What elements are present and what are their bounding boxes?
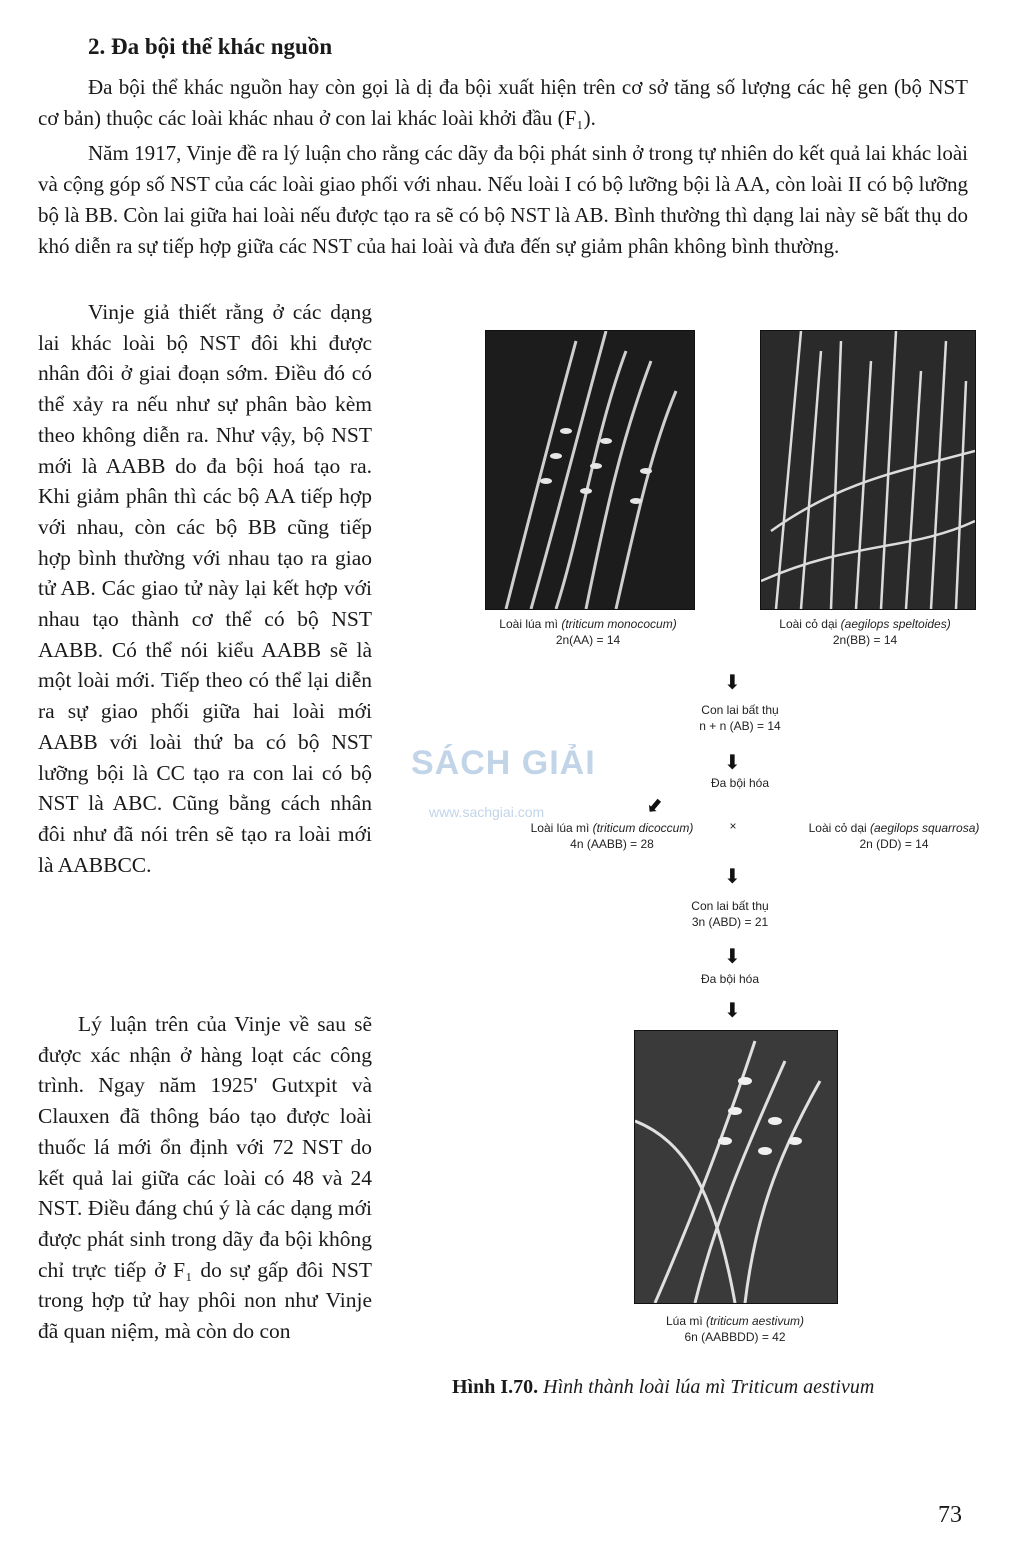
figure-caption: Hình I.70. Hình thành loài lúa mì Triticum aestivum xyxy=(452,1376,875,1398)
page-number: 73 xyxy=(938,1502,962,1528)
down-arrow-icon: ⬇ xyxy=(724,944,741,968)
species1-label: Loài lúa mì (triticum monococum) 2n(AA) = 14 xyxy=(499,617,677,647)
species3-label: Loài lúa mì (triticum dicoccum) 4n (AABB) = 28 xyxy=(530,821,694,851)
polyploidization1-label: Đa bội hóa xyxy=(710,776,770,790)
final-species-label: Lúa mì (triticum aestivum) 6n (AABBDD) = 42 xyxy=(665,1314,805,1344)
paragraph-intro: Đa bội thể khác nguồn hay còn gọi là dị đa bội xuất hiện trên cơ sở tăng số lượng các hệ gen (bộ NST cơ bản) thuộc các loài khác nhau ở con lai khác loài khởi đầu (F₁). xyxy=(38,75,968,130)
hybrid1-label: Con lai bất thụ n + n (AB) = 14 xyxy=(699,703,781,733)
paragraph-confirmation: Lý luận trên của Vinje về sau sẽ được xác nhận ở hàng loạt các công trình. Ngay năm 1925' Gutxpit và Clauxen đã thông báo tạo được loài thuốc lá mới ổn định với 72 NST do kết quả lai giữa các loài có 48 và 24 NST. Điều đáng chú ý là các dạng mới được phát sinh trong dãy đa bội không chỉ trực tiếp ở F₁ do sự gấp đôi NST trong hợp tử hay phôi non như Vinje đã quan niệm, mà còn do con xyxy=(38,1012,372,1344)
watermark-logo: SÁCH GIẢI www.sachgiai.com xyxy=(411,744,596,820)
down-arrow-icon: ⬇ xyxy=(640,791,669,821)
cross-sign: × xyxy=(729,819,737,833)
wheat-aestivum-photo xyxy=(634,1030,838,1304)
down-arrow-icon: ⬇ xyxy=(724,670,741,694)
aegilops-speltoides-photo xyxy=(760,330,976,610)
species2-label: Loài cỏ dại (aegilops speltoides) 2n(BB) = 14 xyxy=(779,617,951,647)
down-arrow-icon: ⬇ xyxy=(724,998,741,1022)
down-arrow-icon: ⬇ xyxy=(724,864,741,888)
hybrid2-label: Con lai bất thụ 3n (ABD) = 21 xyxy=(691,899,769,929)
species4-label: Loài cỏ dại (aegilops squarrosa) 2n (DD) = 14 xyxy=(808,821,980,851)
wheat-monococcum-photo xyxy=(485,330,695,610)
down-arrow-icon: ⬇ xyxy=(724,750,741,774)
paragraph-vinje-theory: Năm 1917, Vinje đề ra lý luận cho rằng các dãy đa bội phát sinh ở trong tự nhiên do kết quả lai khác loài và cộng góp số NST của các loài giao phối với nhau. Nếu loài I có bộ lưỡng bội là AA, còn loài II có bộ lưỡng bộ là BB. Còn lai giữa hai loài nếu được tạo ra sẽ có bộ NST là AB. Bình thường thì dạng lai này sẽ bất thụ do khó diễn ra sự tiếp hợp giữa các NST của hai loài và đưa đến sự giảm phân không bình thường. xyxy=(38,141,968,258)
section-heading: 2. Đa bội thể khác nguồn xyxy=(88,34,333,59)
polyploidization2-label: Đa bội hóa xyxy=(700,972,760,986)
paragraph-vinje-hypothesis: Vinje giả thiết rằng ở các dạng lai khác loài bộ NST đôi khi được nhân đôi ở giai đoạn sớm. Điều đó có thể xảy ra nếu như sự phân bào kèm theo không diễn ra. Như vậy, bộ NST mới là AABB do đa bội hoá tạo ra. Khi giảm phân thì các bộ AA tiếp hợp với nhau, còn các bộ BB cũng tiếp hợp bình thường với nhau tạo ra giao tử AB. Các giao tử này lại kết hợp với nhau tạo thành cơ thể có bộ NST AABB. Có thể nói kiểu AABB sẽ là một loài mới. Tiếp theo có thể lại diễn ra sự giao phối giữa hai loài mới AABB với loài thứ ba có bộ NST lưỡng bội là CC tạo ra con lai có bộ NST là ABC. Cũng bằng cách nhân đôi như đã nói trên sẽ tạo ra loài mới là AABBCC. xyxy=(38,300,372,877)
